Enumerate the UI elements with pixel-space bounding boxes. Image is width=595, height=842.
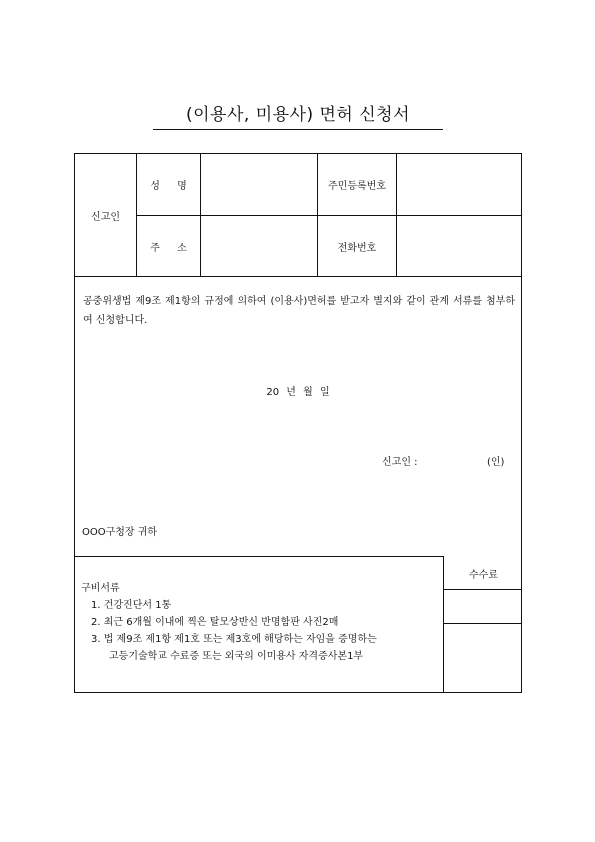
- address-field[interactable]: [201, 216, 317, 276]
- form-title: (이용사, 미용사) 면허 신청서: [185, 105, 411, 125]
- document-item: 2. 최근 6개월 이내에 찍은 탈모상반신 반명함판 사진2매: [91, 617, 339, 628]
- applicant-label: 신고인: [91, 211, 120, 223]
- address-label-text: 주 소: [150, 242, 187, 254]
- document-item: 3. 법 제9조 제1항 제1호 또는 제3호에 해당하는 자임을 증명하는: [91, 634, 377, 645]
- document-item: 1. 건강진단서 1통: [91, 600, 172, 611]
- fee-row-divider-2: [443, 623, 522, 624]
- documents-heading: 구비서류: [81, 583, 120, 594]
- statement-text: 공중위생법 제9조 제1항의 규정에 의하여 (이용사)면허를 받고자 별지와 같이 관계 서류를 첨부하여 신청합니다.: [83, 296, 515, 326]
- document-item: 고등기술학교 수료증 또는 외국의 이미용사 자격증사본1부: [109, 651, 364, 662]
- name-label: [137, 154, 200, 215]
- section-divider-2: [75, 556, 444, 557]
- fee-label: 수수료: [469, 569, 498, 581]
- required-documents: [81, 580, 377, 665]
- application-form: [74, 153, 522, 693]
- resident-no-field[interactable]: [397, 154, 522, 215]
- applicant-signature-label: 신고인 :: [382, 457, 418, 468]
- addressee: OOO구청장 귀하: [82, 527, 158, 538]
- title-underline: [153, 129, 443, 130]
- seal-mark: (인): [487, 457, 505, 468]
- phone-field[interactable]: [397, 216, 522, 276]
- phone-label: 전화번호: [337, 242, 377, 254]
- resident-no-label: 주민등록번호: [328, 181, 386, 192]
- section-divider-1: [75, 276, 522, 277]
- name-field[interactable]: [201, 154, 317, 215]
- address-label: [137, 216, 200, 276]
- name-label-text: 성 명: [150, 181, 187, 192]
- date-line: 20 년 월 일: [266, 387, 330, 398]
